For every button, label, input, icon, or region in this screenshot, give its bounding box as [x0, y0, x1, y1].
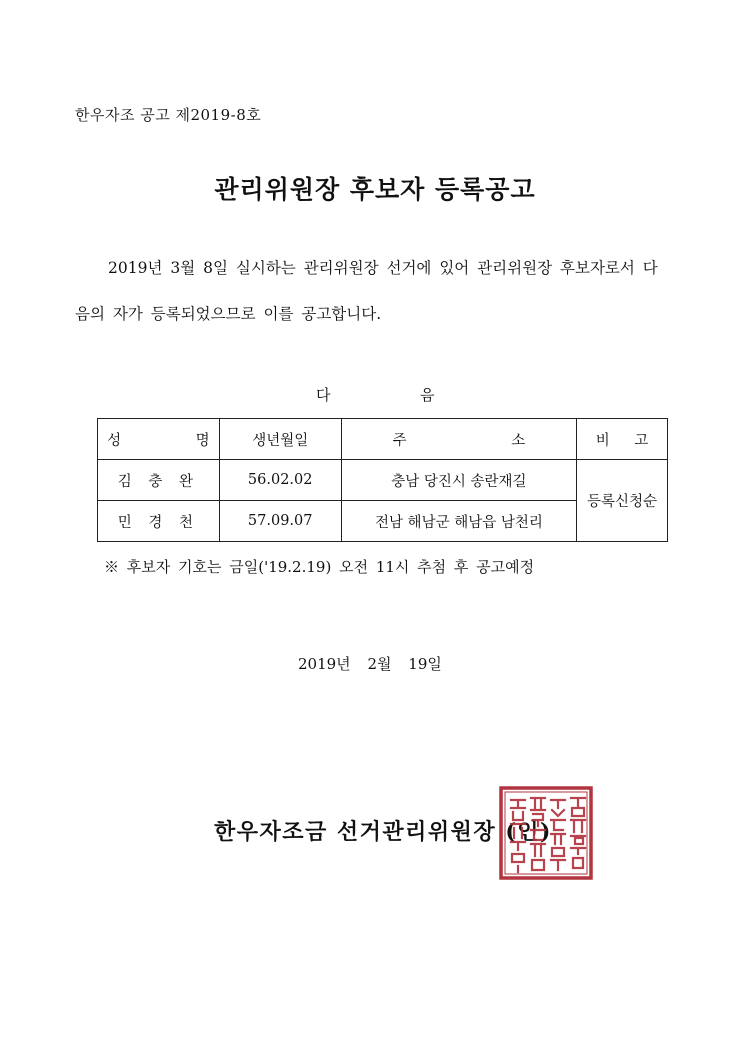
cell-name: 김 충 완	[98, 460, 220, 501]
section-heading-right: 음	[420, 386, 435, 404]
cell-name: 민 경 천	[98, 501, 220, 542]
issue-date	[298, 653, 442, 674]
document-number: 한우자조 공고 제2019-8호	[75, 106, 262, 124]
header-name: 성 명	[98, 419, 220, 460]
cell-birth: 57.09.07	[219, 501, 341, 542]
cell-birth: 56.02.02	[219, 460, 341, 501]
cell-address: 충남 당진시 송란재길	[341, 460, 577, 501]
header-birth: 생년월일	[219, 419, 341, 460]
table-row	[98, 460, 668, 501]
body-text-line-1: 2019년 3월 8일 실시하는 관리위원장 선거에 있어 관리위원장 후보자로서 다	[108, 259, 658, 277]
body-text-line-2: 음의 자가 등록되었으므로 이를 공고합니다.	[75, 305, 382, 323]
date-day: 19일	[408, 655, 442, 673]
footnote: ※ 후보자 기호는 금일('19.2.19) 오전 11시 추첨 후 공고예정	[104, 558, 535, 576]
table-header-row	[98, 419, 668, 460]
document-title: 관리위원장 후보자 등록공고	[214, 175, 536, 204]
date-month: 2월	[367, 655, 392, 673]
official-seal-stamp	[499, 786, 593, 880]
header-note: 비 고	[577, 419, 668, 460]
cell-note: 등록신청순	[577, 460, 668, 542]
cell-address: 전남 해남군 해남읍 남천리	[341, 501, 577, 542]
date-year: 2019년	[298, 655, 351, 673]
issuer-signature-line: 한우자조금 선거관리위원장 (인)	[214, 819, 552, 845]
candidate-table	[97, 418, 668, 542]
section-heading-left: 다	[316, 386, 331, 404]
header-address: 주 소	[341, 419, 577, 460]
